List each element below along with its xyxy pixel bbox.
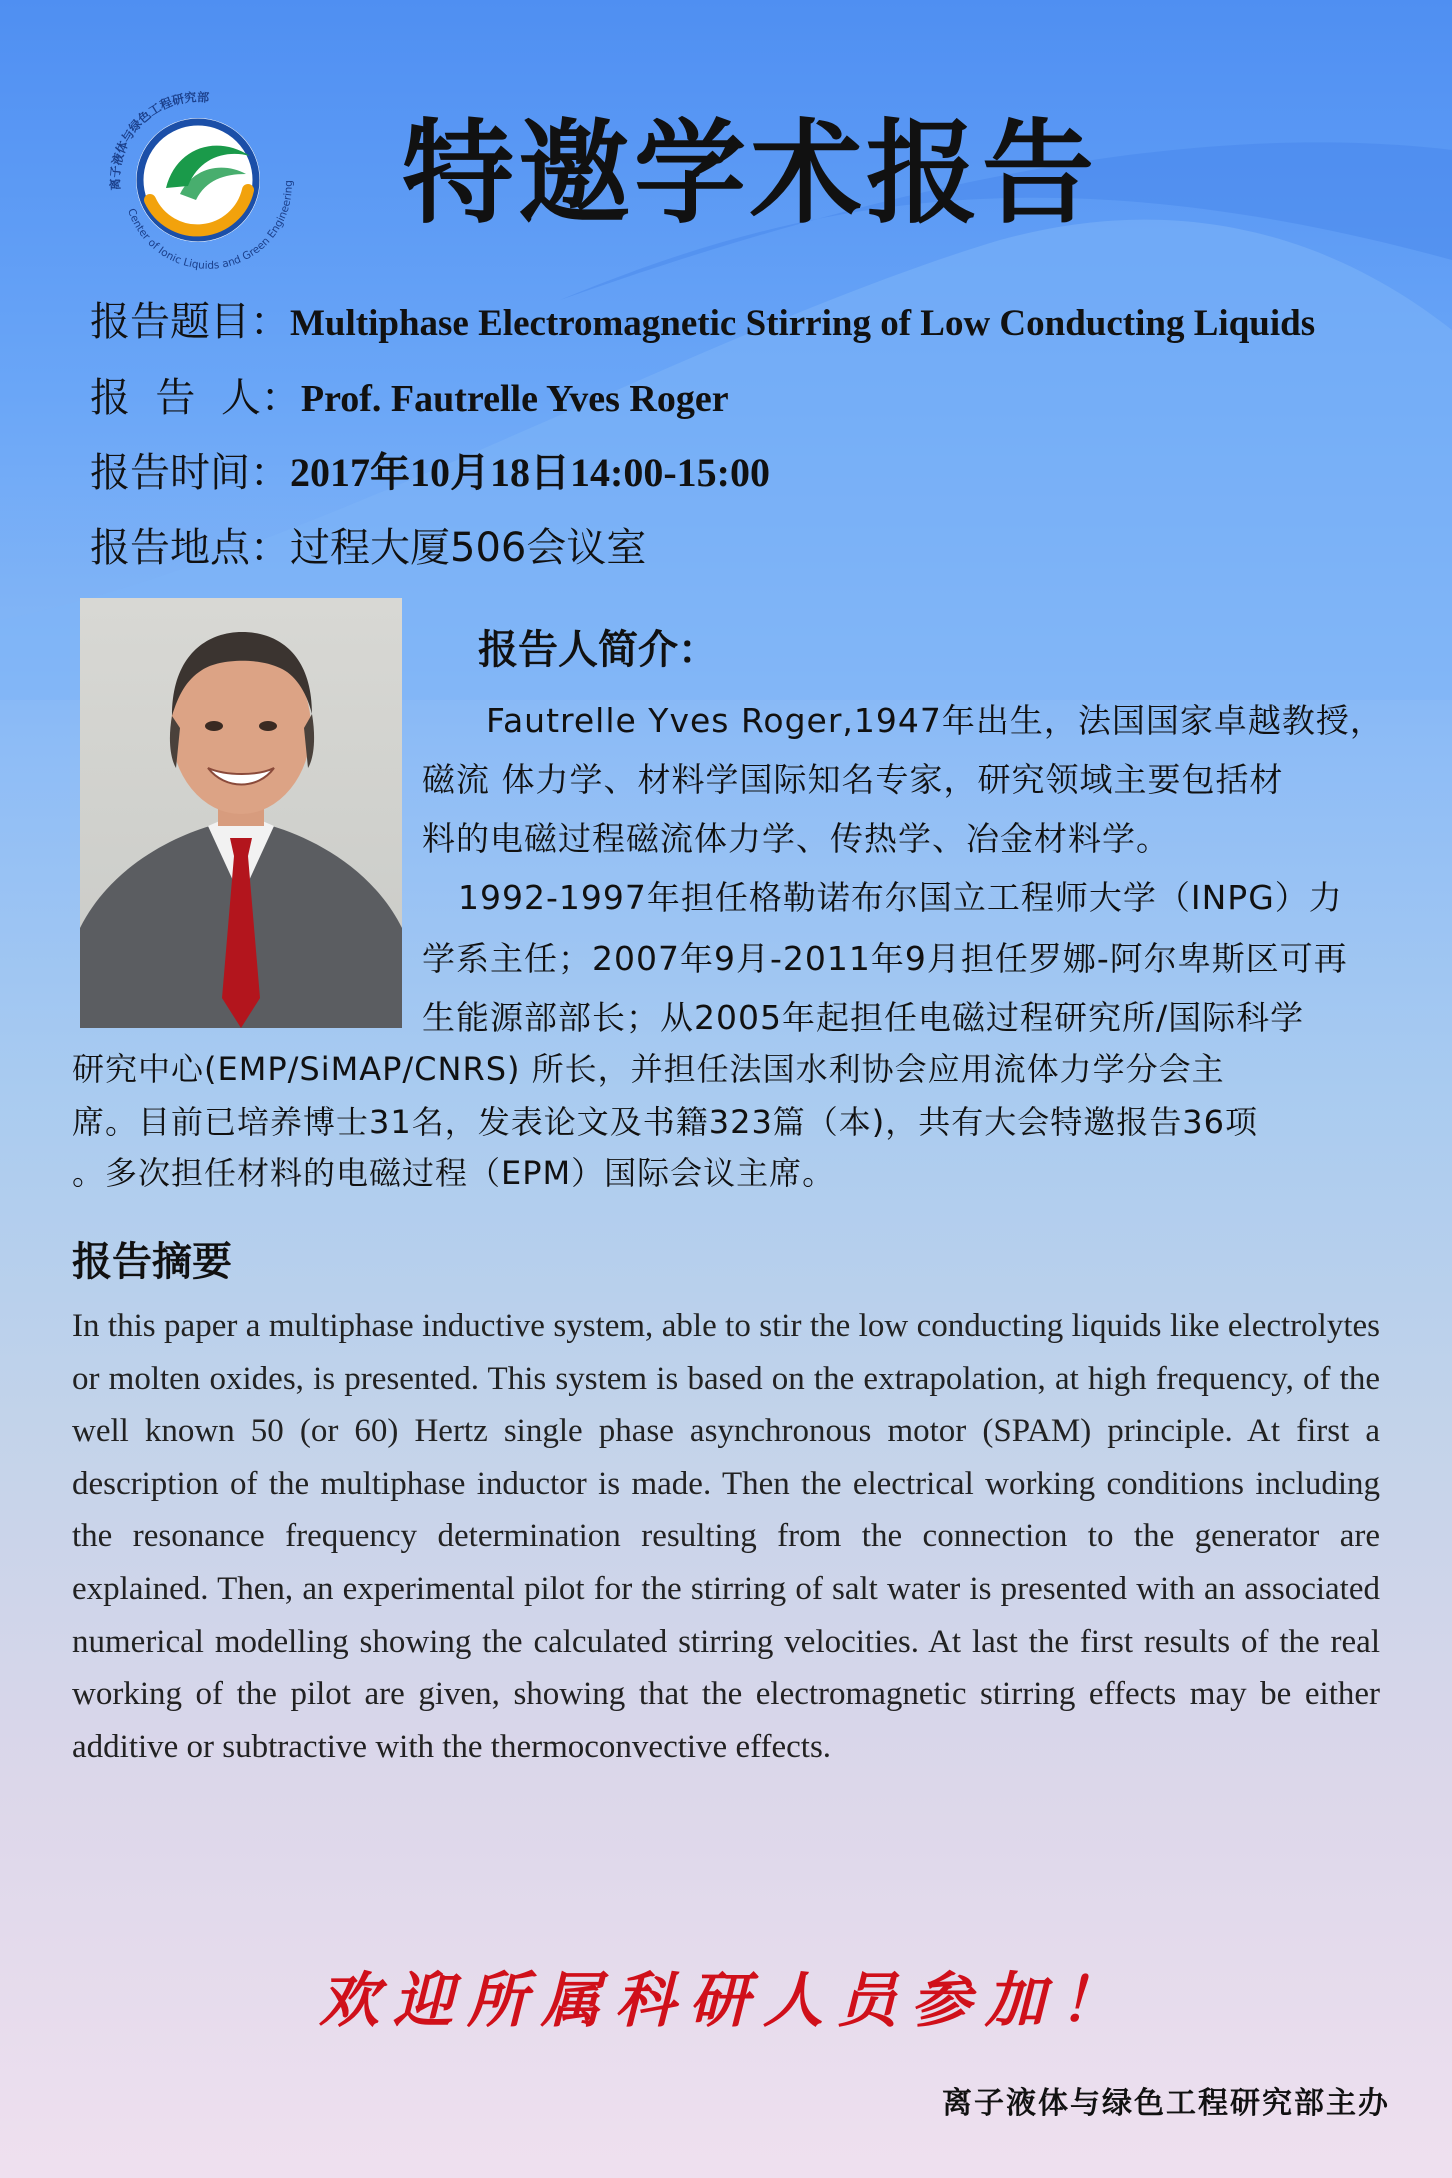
bio-line: 。多次担任材料的电磁过程（EPM）国际会议主席。 xyxy=(72,1154,836,1192)
abstract-heading: 报告摘要 xyxy=(72,1239,232,1285)
topic-row xyxy=(90,299,1316,345)
speaker-row xyxy=(90,375,729,421)
bio-line: 料的电磁过程磁流体力学、传热学、冶金材料学。 xyxy=(422,819,1170,858)
logo-en-text: Center of Ionic Liquids and Green Engineering xyxy=(125,179,295,272)
time-label: 报告时间： xyxy=(90,450,290,496)
place-label: 报告地点： xyxy=(90,525,290,571)
abstract-text: In this paper a multiphase inductive system, able to stir the low conducting liquids like electrolytes or molten oxides, is presented. This system is based on the extrapolation, at high frequency, of the well known 50 (or 60) Hertz single phase asynchronous motor (SPAM) principle. At first a description of the multiphase inductor is made. Then the electrical working conditions including the resonance frequency determination resulting from the connection to the generator are explained. Then, an experimental pilot for the stirring of salt water is presented with an associated numerical modelling showing the calculated stirring velocities. At last the first results of the real working of the pilot are given, showing that the electromagnetic stirring effects may be either additive or subtractive with the thermoconvective effects. xyxy=(72,1308,1380,1765)
logo-cn-text: 离子液体与绿色工程研究部 xyxy=(108,90,210,191)
speaker-label: 报 告 人： xyxy=(90,375,301,421)
bio-heading: 报告人简介： xyxy=(478,627,718,673)
bio-line: Fautrelle Yves Roger,1947年出生，法国国家卓越教授， xyxy=(486,701,1384,740)
welcome-message: 欢迎所属科研人员参加！ xyxy=(319,1966,1133,2036)
host-organizer: 离子液体与绿色工程研究部主办 xyxy=(942,2086,1390,2121)
bio-line: 生能源部部长；从2005年起担任电磁过程研究所/国际科学 xyxy=(422,998,1305,1037)
poster-title: 特邀学术报告 xyxy=(402,109,1098,239)
topic-label: 报告题目： xyxy=(90,299,290,345)
speaker-value: Prof. Fautrelle Yves Roger xyxy=(300,378,729,420)
place-value: 过程大厦506会议室 xyxy=(290,525,647,571)
bio-line: 磁流 体力学、材料学国际知名专家，研究领域主要包括材 xyxy=(422,760,1284,799)
place-row xyxy=(90,525,647,571)
bio-line: 1992-1997年担任格勒诺布尔国立工程师大学（INPG）力 xyxy=(458,878,1343,917)
time-value: 2017年10月18日14:00-15:00 xyxy=(290,450,770,495)
bio-line: 研究中心(EMP/SiMAP/CNRS) 所长，并担任法国水利协会应用流体力学分会主 xyxy=(72,1050,1225,1088)
bio-line: 席。目前已培养博士31名，发表论文及书籍323篇（本)，共有大会特邀报告36项 xyxy=(72,1103,1259,1141)
institute-logo xyxy=(88,70,308,280)
topic-value: Multiphase Electromagnetic Stirring of Low Conducting Liquids xyxy=(290,303,1316,344)
time-row xyxy=(90,450,770,496)
speaker-photo xyxy=(80,598,402,1028)
bio-line: 学系主任；2007年9月-2011年9月担任罗娜-阿尔卑斯区可再 xyxy=(422,939,1348,978)
